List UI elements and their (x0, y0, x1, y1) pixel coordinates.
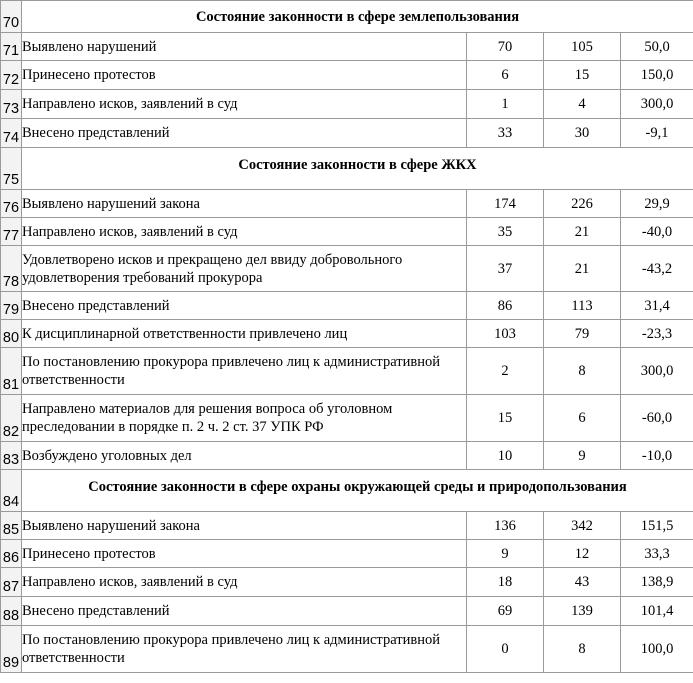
row-label-cell[interactable]: Внесено представлений (22, 119, 467, 148)
row-label-cell[interactable]: К дисциплинарной ответственности привлечено лиц (22, 320, 467, 348)
row-header[interactable]: 74 (1, 119, 22, 148)
value-cell-a[interactable]: 33 (467, 119, 544, 148)
row-header[interactable]: 89 (1, 626, 22, 673)
value-cell-a[interactable]: 69 (467, 597, 544, 626)
row-label-cell[interactable]: Удовлетворено исков и прекращено дел ввиду добровольного удовлетворения требований прокурора (22, 246, 467, 292)
value-cell-c[interactable]: -10,0 (621, 442, 693, 470)
row-header[interactable]: 77 (1, 218, 22, 246)
value-cell-c[interactable]: 151,5 (621, 512, 693, 540)
row-header[interactable]: 78 (1, 246, 22, 292)
value-cell-a[interactable]: 103 (467, 320, 544, 348)
value-cell-c[interactable]: 300,0 (621, 90, 693, 119)
row-label-cell[interactable]: Направлено исков, заявлений в суд (22, 90, 467, 119)
value-cell-a[interactable]: 174 (467, 190, 544, 218)
value-cell-b[interactable]: 9 (544, 442, 621, 470)
row-header[interactable]: 82 (1, 395, 22, 442)
section-title[interactable]: Состояние законности в сфере ЖКХ (22, 148, 693, 190)
value-cell-c[interactable]: 50,0 (621, 33, 693, 61)
value-cell-c[interactable]: -9,1 (621, 119, 693, 148)
value-cell-b[interactable]: 79 (544, 320, 621, 348)
row-header[interactable]: 76 (1, 190, 22, 218)
value-cell-b[interactable]: 21 (544, 218, 621, 246)
value-cell-a[interactable]: 136 (467, 512, 544, 540)
value-cell-b[interactable]: 113 (544, 292, 621, 320)
row-header[interactable]: 81 (1, 348, 22, 395)
row-label-cell[interactable]: Принесено протестов (22, 540, 467, 568)
value-cell-a[interactable]: 6 (467, 61, 544, 90)
value-cell-a[interactable]: 86 (467, 292, 544, 320)
row-label-cell[interactable]: По постановлению прокурора привлечено лиц к административной ответственности (22, 348, 467, 395)
value-cell-b[interactable]: 4 (544, 90, 621, 119)
row-header[interactable]: 83 (1, 442, 22, 470)
value-cell-a[interactable]: 70 (467, 33, 544, 61)
value-cell-b[interactable]: 8 (544, 626, 621, 673)
value-cell-a[interactable]: 9 (467, 540, 544, 568)
value-cell-c[interactable]: -40,0 (621, 218, 693, 246)
value-cell-b[interactable]: 6 (544, 395, 621, 442)
row-header[interactable]: 80 (1, 320, 22, 348)
value-cell-c[interactable]: -23,3 (621, 320, 693, 348)
value-cell-a[interactable]: 15 (467, 395, 544, 442)
value-cell-b[interactable]: 15 (544, 61, 621, 90)
value-cell-c[interactable]: 300,0 (621, 348, 693, 395)
row-header[interactable]: 85 (1, 512, 22, 540)
value-cell-c[interactable]: 150,0 (621, 61, 693, 90)
value-cell-c[interactable]: -43,2 (621, 246, 693, 292)
value-cell-b[interactable]: 226 (544, 190, 621, 218)
section-title[interactable]: Состояние законности в сфере землепользования (22, 1, 693, 33)
row-label-cell[interactable]: По постановлению прокурора привлечено лиц к административной ответственности (22, 626, 467, 673)
row-label-cell[interactable]: Внесено представлений (22, 292, 467, 320)
row-header[interactable]: 87 (1, 568, 22, 597)
value-cell-a[interactable]: 37 (467, 246, 544, 292)
row-header[interactable]: 71 (1, 33, 22, 61)
section-title[interactable]: Состояние законности в сфере охраны окружающей среды и природопользования (22, 470, 693, 512)
value-cell-a[interactable]: 0 (467, 626, 544, 673)
value-cell-c[interactable]: -60,0 (621, 395, 693, 442)
row-header[interactable]: 88 (1, 597, 22, 626)
row-label-cell[interactable]: Выявлено нарушений закона (22, 512, 467, 540)
value-cell-b[interactable]: 21 (544, 246, 621, 292)
value-cell-a[interactable]: 18 (467, 568, 544, 597)
row-label-cell[interactable]: Внесено представлений (22, 597, 467, 626)
row-header[interactable]: 84 (1, 470, 22, 512)
row-header[interactable]: 75 (1, 148, 22, 190)
value-cell-c[interactable]: 101,4 (621, 597, 693, 626)
value-cell-b[interactable]: 30 (544, 119, 621, 148)
row-label-cell[interactable]: Принесено протестов (22, 61, 467, 90)
row-header[interactable]: 72 (1, 61, 22, 90)
value-cell-c[interactable]: 33,3 (621, 540, 693, 568)
value-cell-c[interactable]: 100,0 (621, 626, 693, 673)
value-cell-b[interactable]: 12 (544, 540, 621, 568)
row-label-cell[interactable]: Направлено материалов для решения вопроса об уголовном преследовании в порядке п. 2 ч. 2 ст. 37 УПК РФ (22, 395, 467, 442)
value-cell-b[interactable]: 8 (544, 348, 621, 395)
value-cell-c[interactable]: 29,9 (621, 190, 693, 218)
row-label-cell[interactable]: Выявлено нарушений закона (22, 190, 467, 218)
value-cell-b[interactable]: 43 (544, 568, 621, 597)
value-cell-a[interactable]: 10 (467, 442, 544, 470)
value-cell-b[interactable]: 105 (544, 33, 621, 61)
row-label-cell[interactable]: Направлено исков, заявлений в суд (22, 568, 467, 597)
value-cell-c[interactable]: 31,4 (621, 292, 693, 320)
row-header[interactable]: 73 (1, 90, 22, 119)
value-cell-a[interactable]: 1 (467, 90, 544, 119)
row-label-cell[interactable]: Выявлено нарушений (22, 33, 467, 61)
row-header[interactable]: 86 (1, 540, 22, 568)
value-cell-a[interactable]: 35 (467, 218, 544, 246)
value-cell-b[interactable]: 342 (544, 512, 621, 540)
value-cell-a[interactable]: 2 (467, 348, 544, 395)
row-label-cell[interactable]: Направлено исков, заявлений в суд (22, 218, 467, 246)
row-label-cell[interactable]: Возбуждено уголовных дел (22, 442, 467, 470)
value-cell-c[interactable]: 138,9 (621, 568, 693, 597)
value-cell-b[interactable]: 139 (544, 597, 621, 626)
row-header[interactable]: 70 (1, 1, 22, 33)
row-header[interactable]: 79 (1, 292, 22, 320)
